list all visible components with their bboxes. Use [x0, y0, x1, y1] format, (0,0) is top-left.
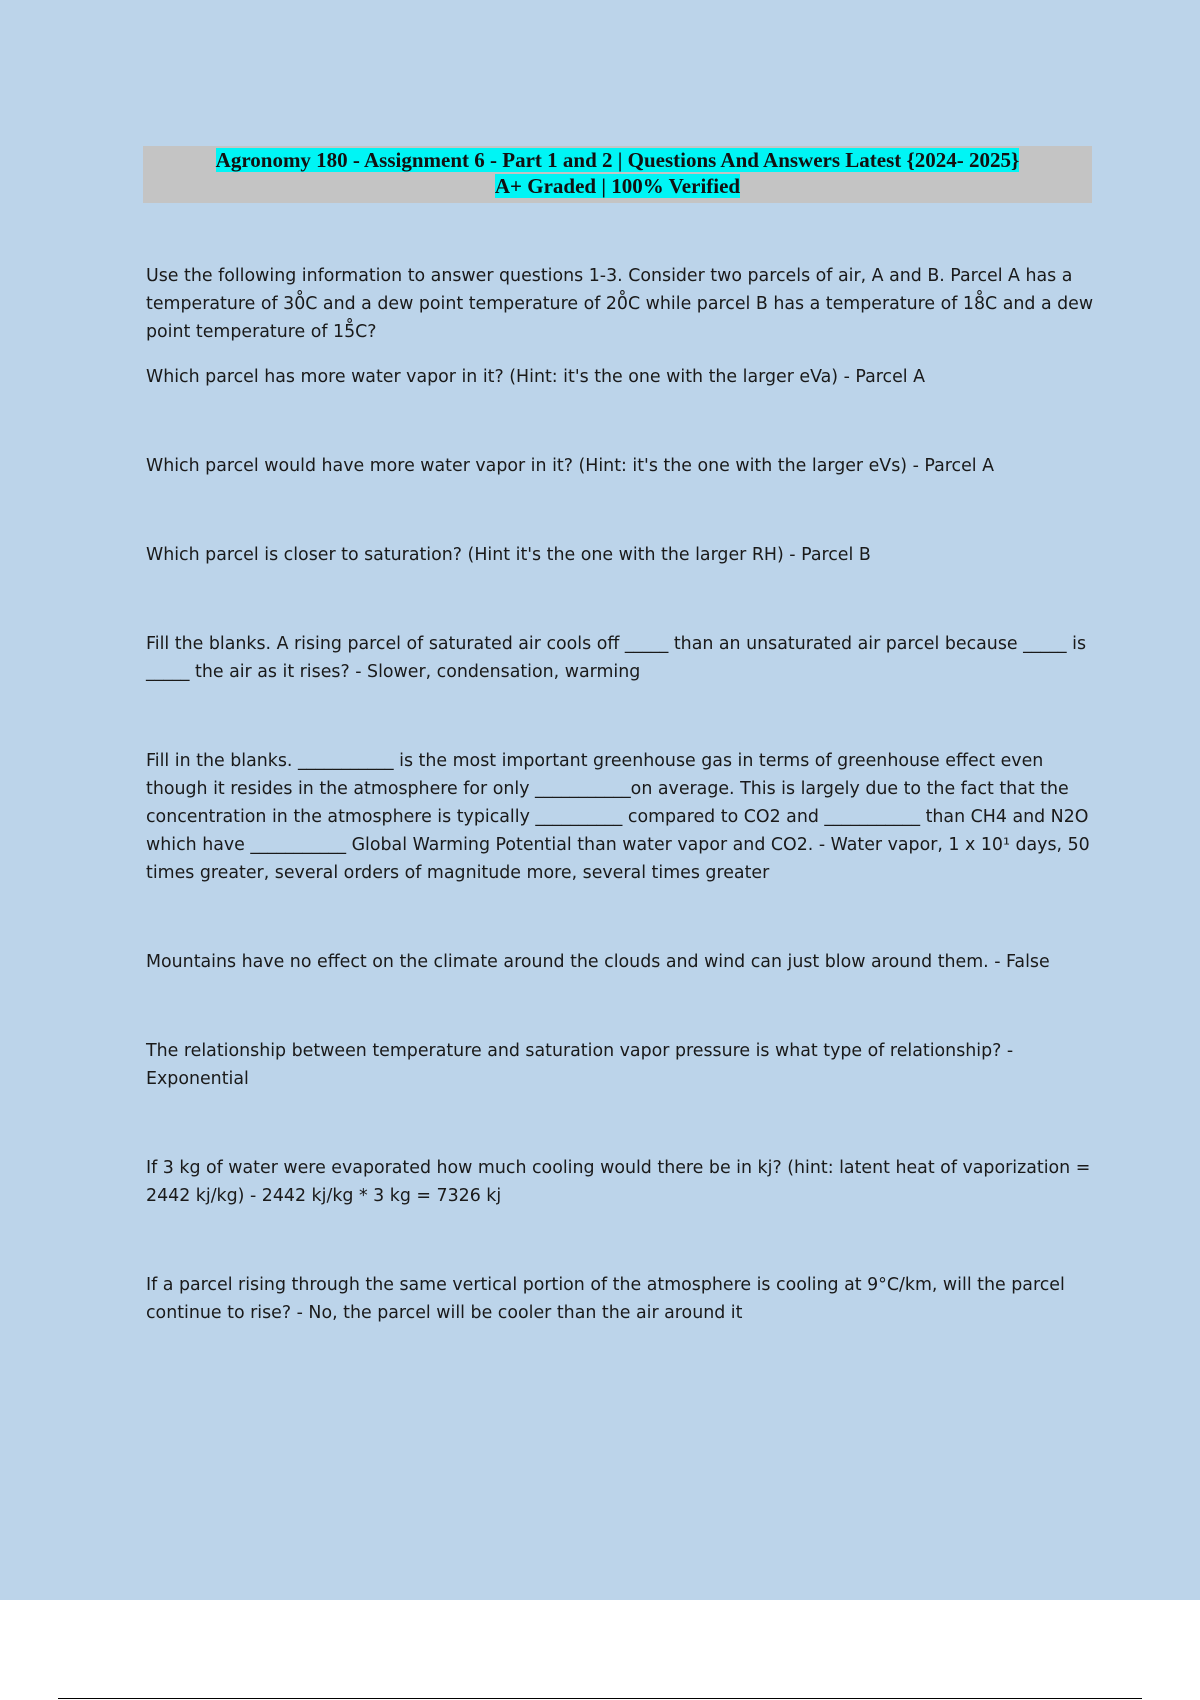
qa-item-8: If 3 kg of water were evaporated how much cooling would there be in kj? (hint: latent heat of vaporization = 2442 kj/kg) - 2442 kj/kg * 3 kg = 7326 kj [146, 1158, 1091, 1206]
qa-item-6: Mountains have no effect on the climate around the clouds and wind can just blow around them. - False [146, 952, 1050, 972]
title-line-2: A+ Graded | 100% Verified [494, 174, 741, 198]
intro-paragraph: Use the following information to answer questions 1-3. Consider two parcels of air, A and B. Parcel A has a temperature of 30̊C and a dew point temperature of 20̊C while parcel B has a temperature of 18̊C and a dew point temperature of 15̊C? [146, 266, 1094, 342]
footer-divider [58, 1698, 1142, 1699]
qa-item-4: Fill the blanks. A rising parcel of saturated air cools off _____ than an unsaturated air parcel because _____ is _____ the air as it rises? - Slower, condensation, warming [146, 634, 1087, 682]
title-line-1: Agronomy 180 - Assignment 6 - Part 1 and 2 | Questions And Answers Latest {2024- 2025} [215, 148, 1020, 172]
qa-item-7: The relationship between temperature and saturation vapor pressure is what type of relationship? - Exponential [146, 1041, 1014, 1089]
qa-item-3: Which parcel is closer to saturation? (Hint it's the one with the larger RH) - Parcel B [146, 545, 871, 565]
qa-item-1: Which parcel has more water vapor in it? (Hint: it's the one with the larger eVa) - Parcel A [146, 367, 926, 387]
qa-item-9: If a parcel rising through the same vertical portion of the atmosphere is cooling at 9°C/km, will the parcel continue to rise? - No, the parcel will be cooler than the air around it [146, 1275, 1065, 1323]
qa-list [146, 262, 1094, 1327]
document-title [143, 146, 1092, 203]
qa-item-2: Which parcel would have more water vapor in it? (Hint: it's the one with the larger eVs) - Parcel A [146, 456, 995, 476]
qa-item-5: Fill in the blanks. ___________ is the most important greenhouse gas in terms of greenhouse effect even though it resides in the atmosphere for only ___________on average. This is largely due to the fact that the concentration in the atmosphere is typically __________ compared to CO2 and ___________ than CH4 and N2O which have ___________ Global Warming Potential than water vapor and CO2. - Water vapor, 1 x 10¹ days, 50 times greater, several orders of magnitude more, several times greater [146, 751, 1090, 883]
